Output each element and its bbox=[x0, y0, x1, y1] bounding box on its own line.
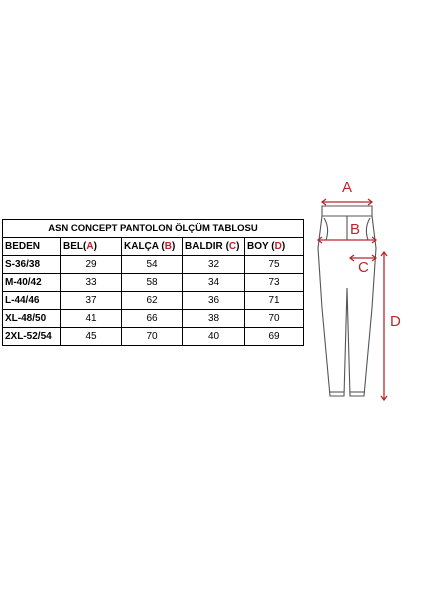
header-length: BOY (D) bbox=[245, 238, 304, 256]
size-cell: S-36/38 bbox=[3, 256, 61, 274]
right-pocket bbox=[366, 218, 370, 240]
header-thigh: BALDIR (C) bbox=[183, 238, 245, 256]
header-hip: KALÇA (B) bbox=[122, 238, 183, 256]
size-chart-table bbox=[2, 219, 304, 346]
trousers-outline bbox=[300, 178, 424, 408]
right-leg-outline bbox=[347, 216, 376, 396]
header-size: BEDEN bbox=[3, 238, 61, 256]
header-waist: BEL(A) bbox=[61, 238, 122, 256]
table-row bbox=[3, 256, 304, 274]
size-cell: M-40/42 bbox=[3, 274, 61, 292]
value-cell: 45 bbox=[61, 328, 122, 346]
table-header-row bbox=[3, 238, 304, 256]
value-cell: 33 bbox=[61, 274, 122, 292]
value-cell: 69 bbox=[245, 328, 304, 346]
value-cell: 58 bbox=[122, 274, 183, 292]
header-waist-letter: A bbox=[86, 240, 94, 252]
value-cell: 66 bbox=[122, 310, 183, 328]
table-title: ASN CONCEPT PANTOLON ÖLÇÜM TABLOSU bbox=[3, 220, 304, 238]
header-length-letter: D bbox=[274, 240, 282, 252]
size-cell: L-44/46 bbox=[3, 292, 61, 310]
table-title-row bbox=[3, 220, 304, 238]
value-cell: 32 bbox=[183, 256, 245, 274]
table-row bbox=[3, 292, 304, 310]
label-b: B bbox=[350, 221, 361, 238]
table-row bbox=[3, 274, 304, 292]
size-cell: XL-48/50 bbox=[3, 310, 61, 328]
header-hip-letter: B bbox=[164, 240, 172, 252]
size-cell: 2XL-52/54 bbox=[3, 328, 61, 346]
label-c: C bbox=[358, 259, 369, 276]
table-row bbox=[3, 310, 304, 328]
label-d: D bbox=[390, 313, 401, 330]
value-cell: 36 bbox=[183, 292, 245, 310]
value-cell: 41 bbox=[61, 310, 122, 328]
value-cell: 38 bbox=[183, 310, 245, 328]
value-cell: 71 bbox=[245, 292, 304, 310]
value-cell: 62 bbox=[122, 292, 183, 310]
header-thigh-letter: C bbox=[228, 240, 237, 252]
table-row bbox=[3, 328, 304, 346]
value-cell: 73 bbox=[245, 274, 304, 292]
value-cell: 54 bbox=[122, 256, 183, 274]
value-cell: 29 bbox=[61, 256, 122, 274]
waistband-outline bbox=[322, 206, 372, 216]
left-pocket bbox=[324, 218, 328, 240]
value-cell: 40 bbox=[183, 328, 245, 346]
label-a: A bbox=[342, 179, 353, 196]
value-cell: 75 bbox=[245, 256, 304, 274]
value-cell: 70 bbox=[122, 328, 183, 346]
value-cell: 70 bbox=[245, 310, 304, 328]
value-cell: 37 bbox=[61, 292, 122, 310]
value-cell: 34 bbox=[183, 274, 245, 292]
trousers-measurement-diagram bbox=[300, 178, 424, 408]
left-leg-outline bbox=[318, 216, 347, 396]
